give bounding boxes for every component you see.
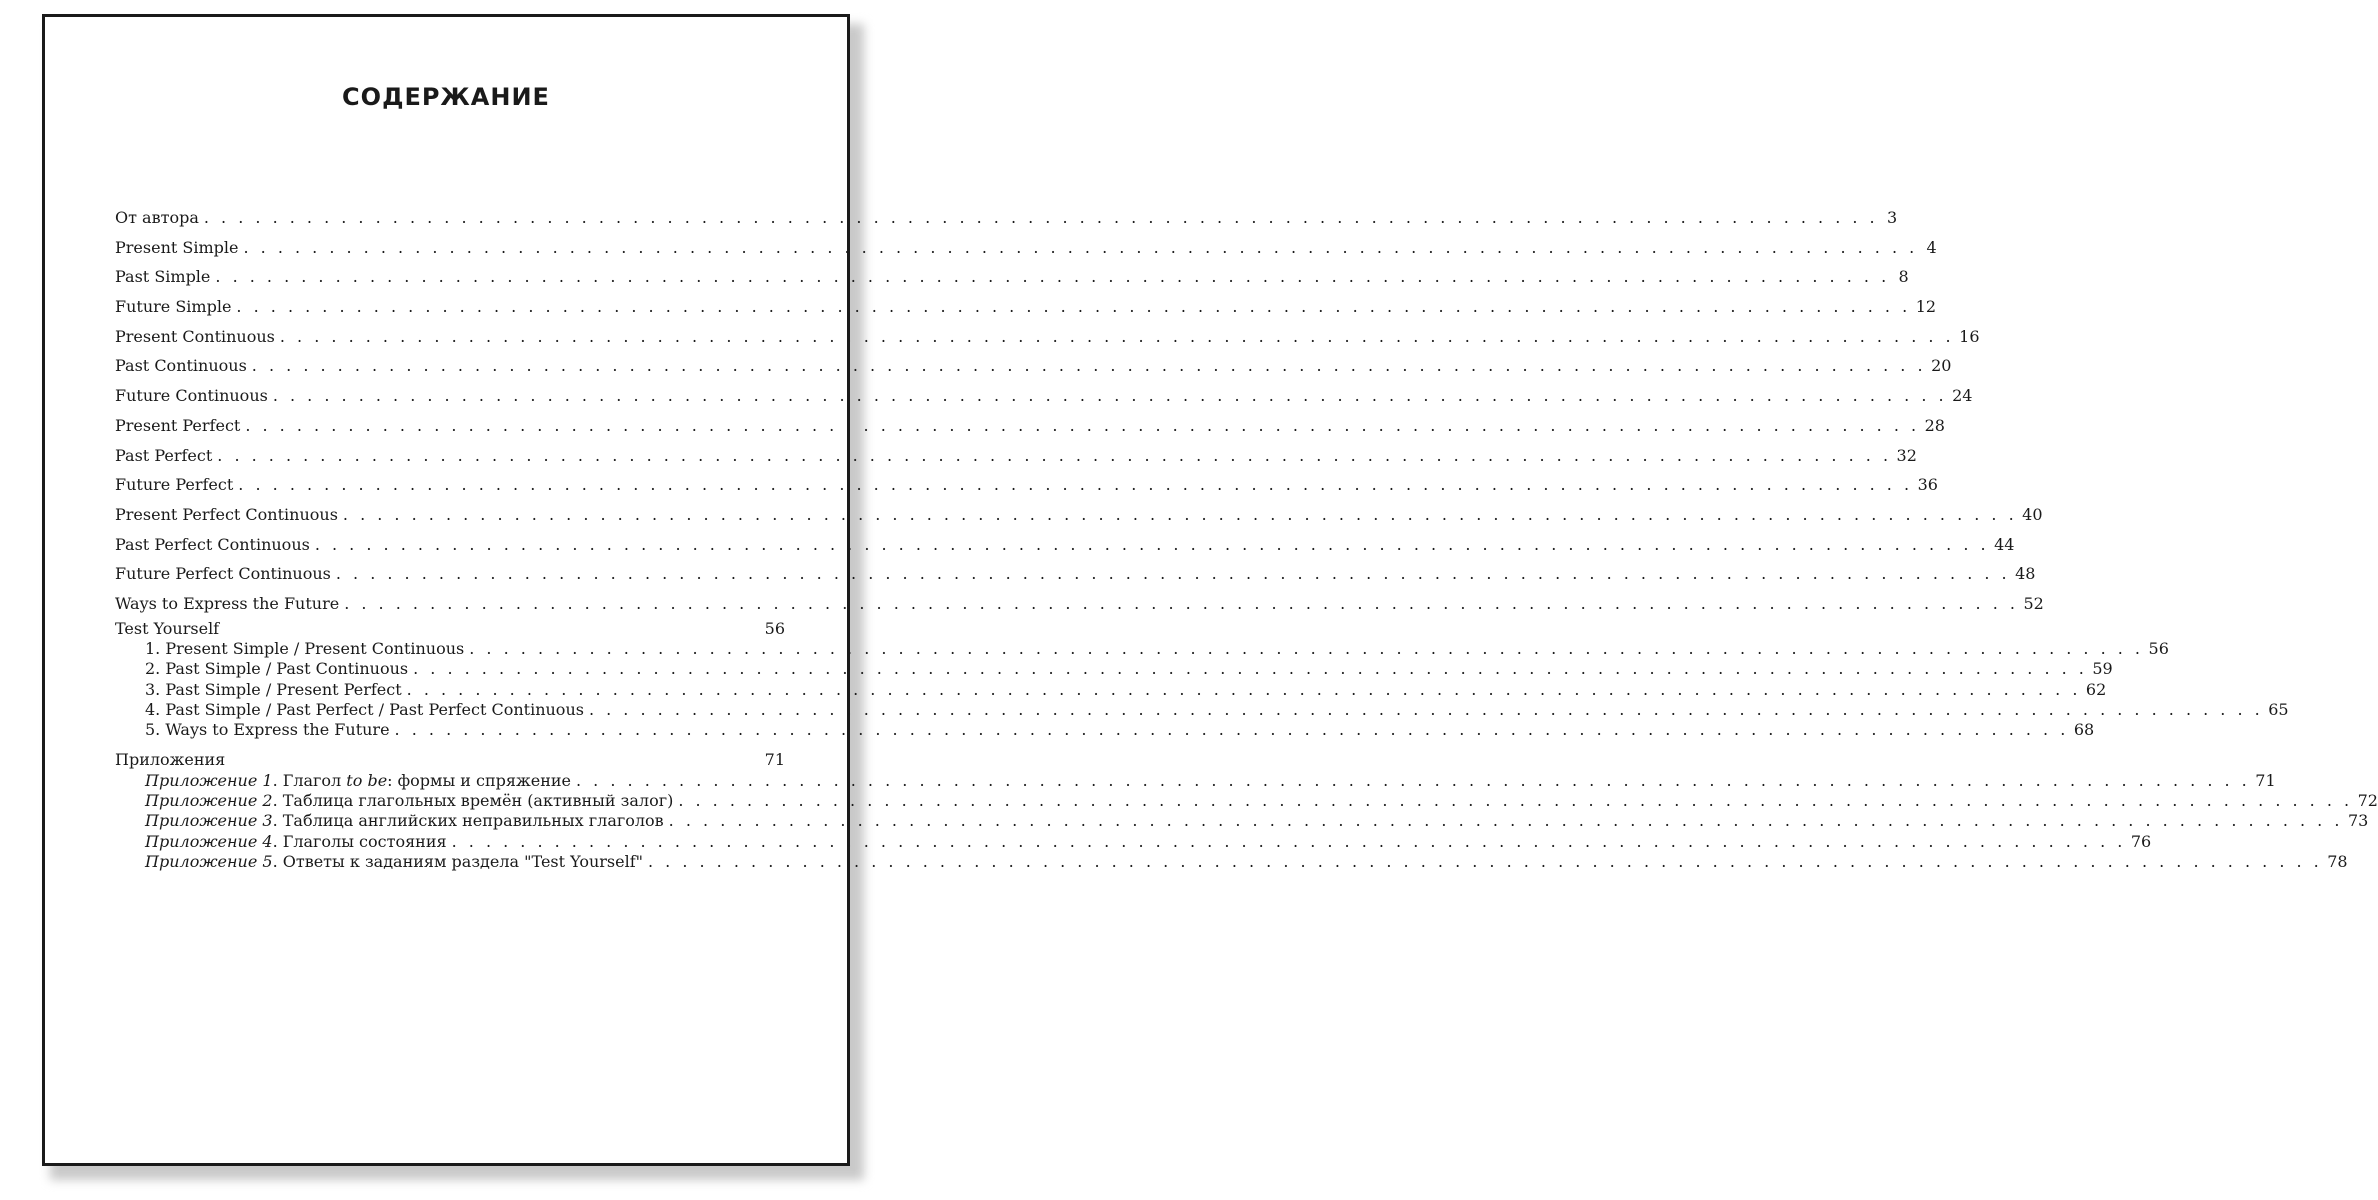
toc-entry[interactable] [115, 262, 1909, 292]
toc-entry-page: 8 [1898, 267, 1909, 287]
toc-appendix-section [115, 750, 2378, 872]
toc-leader-dots: . . . . . . . . . . . . . . . . . . . . . . . . . . . . . . . . . . . . . . . . . . . . . . . . . . . . . . . . . . . . . . . . . . . . . . . . . . . . . . . . . . . . . . . . . . . . . . . . . . [406, 679, 2081, 699]
appendix-text: . Таблица глагольных времён (активный залог) [272, 791, 674, 810]
toc-leader-dots: . . . . . . . . . . . . . . . . . . . . . . . . . . . . . . . . . . . . . . . . . . . . . . . . . . . . . . . . . . . . . . . . . . . . . . . . . . . . . . . . . . . . . . . . . . . . . . . . . . [272, 386, 1948, 406]
toc-entry[interactable] [115, 619, 785, 639]
toc-entry[interactable] [115, 351, 1952, 381]
toc-entry[interactable] [115, 203, 1898, 233]
toc-entry-label: Test Yourself [115, 618, 220, 638]
toc-leader-dots: . . . . . . . . . . . . . . . . . . . . . . . . . . . . . . . . . . . . . . . . . . . . . . . . . . . . . . . . . . . . . . . . . . . . . . . . . . . . . . . . . . . . . . . . . . . . . . . . . . [668, 811, 2343, 831]
toc-leader-dots: . . . . . . . . . . . . . . . . . . . . . . . . . . . . . . . . . . . . . . . . . . . . . . . . . . . . . . . . . . . . . . . . . . . . . . . . . . . . . . . . . . . . . . . . . . . . . . . . . . [251, 356, 1927, 376]
toc-leader-dots: . . . . . . . . . . . . . . . . . . . . . . . . . . . . . . . . . . . . . . . . . . . . . . . . . . . . . . . . . . . . . . . . . . . . . . . . . . . . . . . . . . . . . . . . . . . . . . . . . . [394, 720, 2069, 740]
toc-entry-label: 5. Ways to Express the Future [145, 720, 390, 740]
toc-test-section [115, 618, 2289, 741]
toc-leader-dots: . . . . . . . . . . . . . . . . . . . . . . . . . . . . . . . . . . . . . . . . . . . . . . . . . . . . . . . . . . . . . . . . . . . . . . . . . . . . . . . . . . . . . . . . . . . . . . . . . . [344, 593, 2019, 613]
toc-leader-dots: . . . . . . . . . . . . . . . . . . . . . . . . . . . . . . . . . . . . . . . . . . . . . . . . . . . . . . . . . . . . . . . . . . . . . . . . . . . . . . . . . . . . . . . . . . . . . . . . . . [451, 831, 2126, 851]
toc-entry-label: Past Continuous [115, 356, 247, 376]
toc-entry-page: 56 [2148, 638, 2169, 658]
toc-appendix-subentries [115, 770, 2378, 872]
toc-leader-dots: . . . . . . . . . . . . . . . . . . . . . . . . . . . . . . . . . . . . . . . . . . . . . . . . . . . . . . . . . . . . . . . . . . . . . . . . . . . . . . . . . . . . . . . . . . . . . . . . . . [413, 659, 2088, 679]
toc-entry-page: 78 [2327, 851, 2348, 871]
appendix-prefix: Приложение 1 [145, 770, 273, 790]
appendix-prefix: Приложение 2 [145, 791, 273, 810]
toc-entry-label [145, 771, 571, 791]
toc-entry[interactable] [115, 750, 785, 770]
toc-entry-page: 71 [2255, 770, 2276, 790]
toc-entry[interactable] [115, 322, 1980, 352]
toc-entry[interactable] [115, 699, 2289, 720]
toc-entry-label: Приложения [115, 750, 226, 770]
toc-entry[interactable] [115, 831, 2152, 852]
toc-entry-label [145, 811, 664, 831]
toc-entry[interactable] [115, 589, 2044, 619]
toc-leader-dots: . . . . . . . . . . . . . . . . . . . . . . . . . . . . . . . . . . . . . . . . . . . . . . . . . . . . . . . . . . . . . . . . . . . . . . . . . . . . . . . . . . . . . . . . . . . . . . . . . . [342, 504, 2018, 524]
toc-entry-label: 1. Present Simple / Present Continuous [145, 638, 465, 658]
toc-entry[interactable] [115, 559, 2036, 589]
toc-leader-dots: . . . . . . . . . . . . . . . . . . . . . . . . . . . . . . . . . . . . . . . . . . . . . . . . . . . . . . . . . . . . . . . . . . . . . . . . . . . . . . . . . . . . . . . . . . . . . . . . . . [314, 534, 1990, 554]
toc-leader-dots: . . . . . . . . . . . . . . . . . . . . . . . . . . . . . . . . . . . . . . . . . . . . . . . . . . . . . . . . . . . . . . . . . . . . . . . . . . . . . . . . . . . . . . . . . . . . . . . . . . [335, 564, 2011, 584]
toc-leader-dots: . . . . . . . . . . . . . . . . . . . . . . . . . . . . . . . . . . . . . . . . . . . . . . . . . . . . . . . . . . . . . . . . . . . . . . . . . . . . . . . . . . . . . . . . . . . . . . . . . . [238, 475, 1913, 495]
toc-leader-dots: . . . . . . . . . . . . . . . . . . . . . . . . . . . . . . . . . . . . . . . . . . . . . . . . . . . . . . . . . . . . . . . . . . . . . . . . . . . . . . . . . . . . . . . . . . . . . . . . . . [576, 770, 2251, 790]
toc-entry[interactable] [115, 770, 2276, 791]
toc-entry-page: 44 [1994, 534, 2015, 554]
appendix-text: . Таблица английских неправильных глаголов [272, 811, 664, 831]
toc-entry-label: Present Simple [115, 237, 239, 257]
toc-entry-label: Present Continuous [115, 326, 275, 346]
toc-entry-page: 76 [2130, 831, 2152, 851]
appendix-text-part: : формы и спряжение [387, 770, 571, 790]
toc-leader-dots: . . . . . . . . . . . . . . . . . . . . . . . . . . . . . . . . . . . . . . . . . . . . . . . . . . . . . . . . . . . . . . . . . . . . . . . . . . . . . . . . . . . . . . . . . . . . . . . . . . [236, 297, 1911, 317]
toc-entry[interactable] [115, 381, 1973, 411]
toc-main-section [115, 203, 2044, 619]
toc-leader-dots: . . . . . . . . . . . . . . . . . . . . . . . . . . . . . . . . . . . . . . . . . . . . . . . . . . . . . . . . . . . . . . . . . . . . . . . . . . . . . . . . . . . . . . . . . . . . . . . . . . [217, 445, 1892, 465]
toc-entry-page: 28 [1924, 415, 1945, 435]
toc-entry-label: Present Perfect [115, 415, 241, 435]
toc-entry-page: 32 [1896, 445, 1917, 465]
page-title: СОДЕРЖАНИЕ [342, 83, 550, 111]
toc-entry-label: 2. Past Simple / Past Continuous [145, 659, 409, 679]
toc-entry-label: Future Perfect Continuous [115, 564, 331, 584]
toc-entry-page: 52 [2023, 593, 2044, 613]
toc-entry-label: Future Simple [115, 297, 232, 317]
toc-entry[interactable] [115, 679, 2107, 700]
toc-entry-label: Present Perfect Continuous [115, 504, 338, 524]
toc-entry[interactable] [115, 500, 2043, 530]
toc-entry-page: 68 [2073, 720, 2095, 740]
table-of-contents [115, 203, 2378, 872]
toc-entry[interactable] [115, 292, 1937, 322]
toc-leader-dots: . . . . . . . . . . . . . . . . . . . . . . . . . . . . . . . . . . . . . . . . . . . . . . . . . . . . . . . . . . . . . . . . . . . . . . . . . . . . . . . . . . . . . . . . . . . . . . . . . . [647, 851, 2323, 871]
toc-entry-page: 12 [1915, 297, 1937, 317]
toc-entry-label: 3. Past Simple / Present Perfect [145, 679, 402, 699]
toc-entry[interactable] [115, 411, 1945, 441]
toc-entry[interactable] [115, 659, 2113, 679]
toc-entry[interactable] [115, 530, 2015, 560]
toc-leader-dots: . . . . . . . . . . . . . . . . . . . . . . . . . . . . . . . . . . . . . . . . . . . . . . . . . . . . . . . . . . . . . . . . . . . . . . . . . . . . . . . . . . . . . . . . . . . . . . . . . . [678, 791, 2353, 810]
toc-leader-dots: . . . . . . . . . . . . . . . . . . . . . . . . . . . . . . . . . . . . . . . . . . . . . . . . . . . . . . . . . . . . . . . . . . . . . . . . . . . . . . . . . . . . . . . . . . . . . . . . . . [203, 208, 1879, 227]
toc-entry-page: 62 [2085, 679, 2107, 699]
toc-entry-label [145, 852, 643, 872]
toc-entry-label [145, 832, 447, 852]
toc-entry[interactable] [115, 441, 1917, 471]
toc-entry-page: 4 [1926, 237, 1937, 257]
toc-entry[interactable] [115, 811, 2369, 831]
toc-entry-page: 65 [2268, 699, 2289, 719]
toc-entry-page: 3 [1886, 208, 1898, 227]
appendix-prefix: Приложение 3 [145, 811, 273, 831]
appendix-text: . Ответы к заданиям раздела "Test Yourself" [272, 851, 643, 871]
toc-leader-dots: . . . . . . . . . . . . . . . . . . . . . . . . . . . . . . . . . . . . . . . . . . . . . . . . . . . . . . . . . . . . . . . . . . . . . . . . . . . . . . . . . . . . . . . . . . . . . . . . . . [215, 267, 1890, 287]
toc-leader-dots: . . . . . . . . . . . . . . . . . . . . . . . . . . . . . . . . . . . . . . . . . . . . . . . . . . . . . . . . . . . . . . . . . . . . . . . . . . . . . . . . . . . . . . . . . . . . . . . . . . [588, 699, 2264, 719]
toc-entry-page: 72 [2357, 791, 2378, 810]
toc-entry[interactable] [115, 638, 2169, 659]
toc-entry-page: 48 [2015, 564, 2036, 584]
toc-leader-dots: . . . . . . . . . . . . . . . . . . . . . . . . . . . . . . . . . . . . . . . . . . . . . . . . . . . . . . . . . . . . . . . . . . . . . . . . . . . . . . . . . . . . . . . . . . . . . . . . . . [469, 638, 2144, 658]
document-page [42, 14, 2378, 1166]
toc-entry-page: 24 [1952, 386, 1973, 406]
toc-entry[interactable] [115, 791, 2378, 811]
appendix-text: . Глаголы состояния [272, 831, 447, 851]
toc-entry-label: Future Continuous [115, 386, 268, 406]
toc-leader-dots: . . . . . . . . . . . . . . . . . . . . . . . . . . . . . . . . . . . . . . . . . . . . . . . . . . . . . . . . . . . . . . . . . . . . . . . . . . . . . . . . . . . . . . . . . . . . . . . . . . [243, 237, 1918, 257]
toc-entry-page: 71 [764, 750, 785, 770]
toc-entry-label: Past Perfect [115, 445, 213, 465]
toc-entry[interactable] [115, 233, 1937, 263]
toc-entry-page: 56 [764, 618, 785, 638]
toc-entry[interactable] [115, 470, 1938, 500]
toc-entry[interactable] [115, 851, 2348, 872]
toc-leader-dots: . . . . . . . . . . . . . . . . . . . . . . . . . . . . . . . . . . . . . . . . . . . . . . . . . . . . . . . . . . . . . . . . . . . . . . . . . . . . . . . . . . . . . . . . . . . . . . . . . . [279, 326, 1955, 346]
appendix-prefix: Приложение 5 [145, 851, 273, 871]
toc-entry-label: Past Simple [115, 267, 211, 287]
toc-entry-page: 16 [1959, 326, 1980, 346]
toc-entry-label: Future Perfect [115, 475, 234, 495]
toc-leader-dots: . . . . . . . . . . . . . . . . . . . . . . . . . . . . . . . . . . . . . . . . . . . . . . . . . . . . . . . . . . . . . . . . . . . . . . . . . . . . . . . . . . . . . . . . . . . . . . . . . . [245, 415, 1920, 435]
toc-entry-label: От автора [115, 208, 199, 227]
toc-entry-label: Ways to Express the Future [115, 593, 340, 613]
toc-entry[interactable] [115, 720, 2095, 740]
toc-entry-label [145, 791, 673, 811]
toc-test-subentries [115, 638, 2289, 740]
toc-entry-page: 73 [2347, 811, 2369, 831]
toc-entry-page: 36 [1917, 475, 1938, 495]
toc-entry-label: 4. Past Simple / Past Perfect / Past Perfect Continuous [145, 699, 584, 719]
appendix-text-part: to be [346, 770, 388, 790]
appendix-text-part: . Глагол [272, 770, 347, 790]
toc-entry-page: 20 [1931, 356, 1952, 376]
toc-entry-label: Past Perfect Continuous [115, 534, 310, 554]
toc-entry-page: 40 [2022, 504, 2043, 524]
appendix-prefix: Приложение 4 [145, 831, 273, 851]
toc-entry-page: 59 [2092, 659, 2113, 679]
